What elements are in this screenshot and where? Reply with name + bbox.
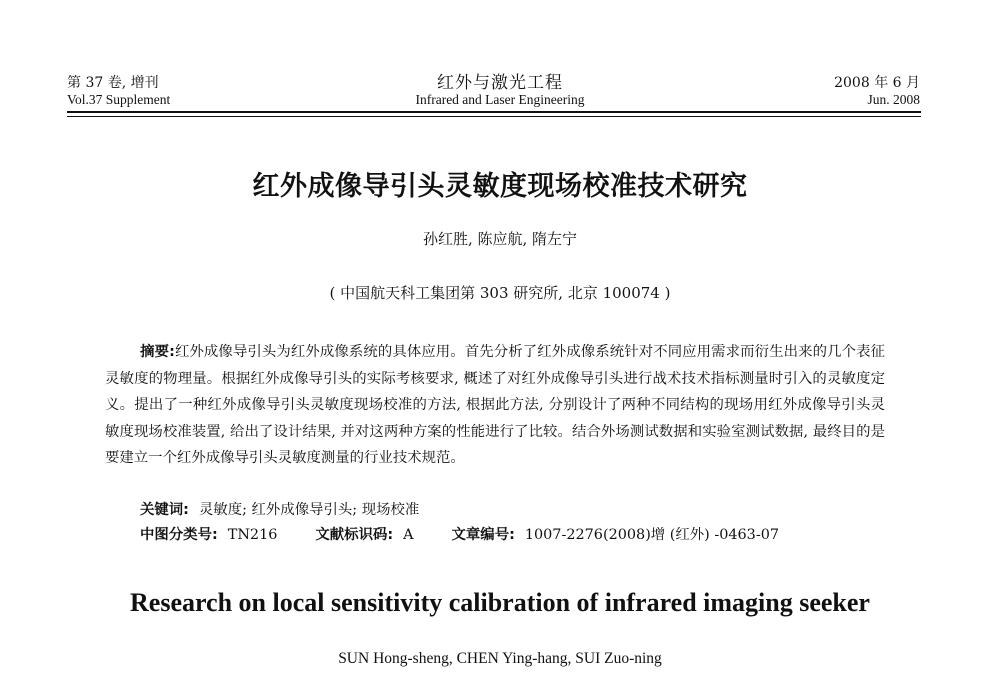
abstract-text: 红外成像导引头为红外成像系统的具体应用。首先分析了红外成像系统针对不同应用需求而衍生出来的几个表征灵敏度的物理量。根据红外成像导引头的实际考核要求, 概述了对红外成像导引头进行战术技术指标测量时引入的灵敏度定义。提出了一种红外成像导引头灵敏度现场校准的方法, 根据此方法, 分别设计了两种不同结构的现场用红外成像导引头灵敏度现场校准装置, 给出了设计结果, 并对这两种方案的性能进行了比较。结合外场测试数据和实验室测试数据, 最终目的是要建立一个红外成像导引头灵敏度测量的行业技术规范。 <box>105 344 885 466</box>
journal-name-en: Infrared and Laser Engineering <box>415 92 585 107</box>
article-no-value: 1007-2276(2008)增 (红外) -0463-07 <box>524 527 780 543</box>
clc-value: TN216 <box>227 527 278 543</box>
volume-zh: 第 37 卷, 增刊 <box>67 75 159 91</box>
journal-name-zh: 红外与激光工程 <box>437 73 563 93</box>
date-en: Jun. 2008 <box>867 92 920 107</box>
header-rule-thin <box>67 116 921 117</box>
authors-en: SUN Hong-sheng, CHEN Ying-hang, SUI Zuo-ning <box>338 650 662 667</box>
abstract <box>105 339 885 472</box>
header-rule-thick <box>67 111 921 113</box>
date-zh: 2008 年 6 月 <box>834 75 920 91</box>
authors-zh: 孙红胜, 陈应航, 隋左宁 <box>422 230 578 248</box>
doc-code-value: A <box>403 527 414 543</box>
article-no-label: 文章编号: <box>451 527 515 543</box>
paper-title-en: Research on local sensitivity calibration of infrared imaging seeker <box>130 588 870 617</box>
keywords-value: 灵敏度; 红外成像导引头; 现场校准 <box>198 502 420 518</box>
affiliation-zh: ( 中国航天科工集团第 303 研究所, 北京 100074 ) <box>329 284 671 302</box>
abstract-label: 摘要: <box>140 344 175 360</box>
volume-en: Vol.37 Supplement <box>67 92 171 107</box>
keywords-label: 关键词: <box>140 502 189 518</box>
classification-line <box>140 523 779 544</box>
doc-code-label: 文献标识码: <box>315 527 394 543</box>
paper-title-zh: 红外成像导引头灵敏度现场校准技术研究 <box>252 171 748 202</box>
keywords-line <box>140 498 419 519</box>
clc-label: 中图分类号: <box>140 527 218 543</box>
